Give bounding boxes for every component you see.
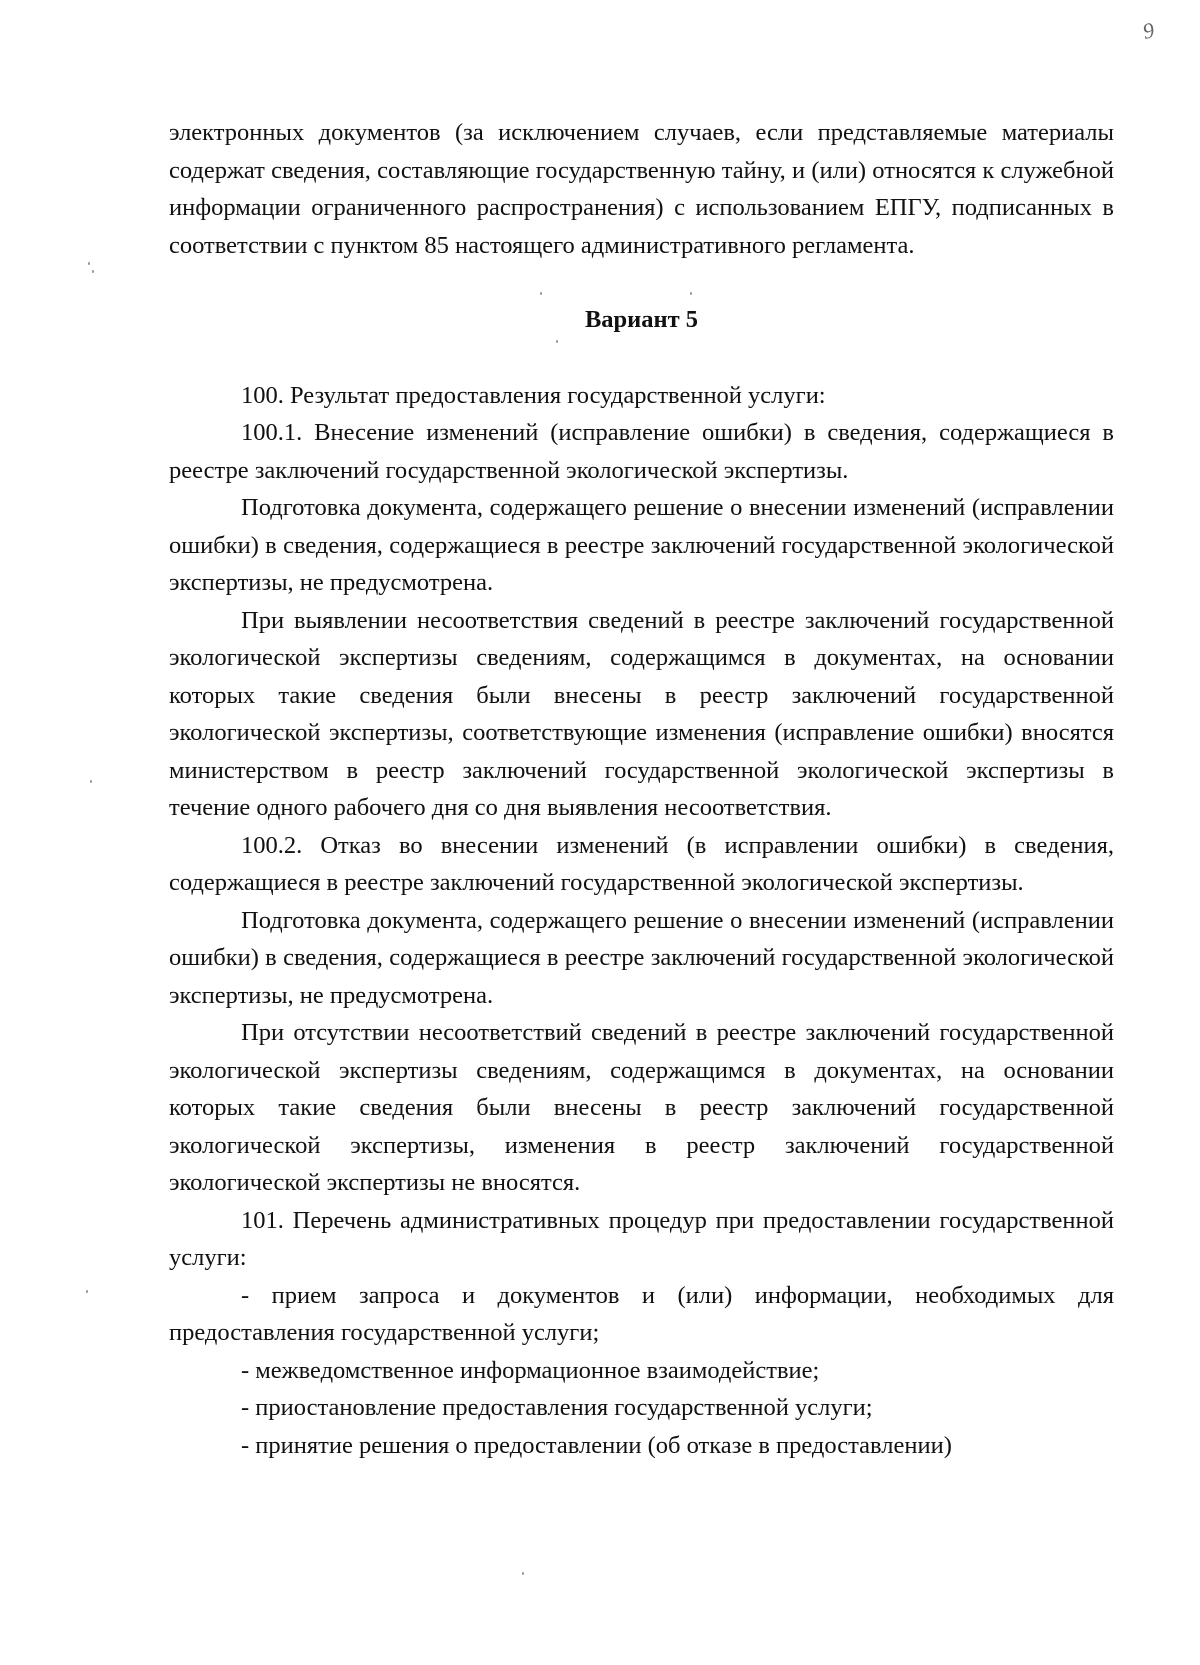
paragraph-document-preparation-1: Подготовка документа, содержащего решение о внесении изменений (исправлении ошибки) в сведения, содержащиеся в реестре заключений государственной экологической экспертизы, не предусмотрена.	[169, 494, 1114, 596]
intro-paragraph: электронных документов (за исключением случаев, если представляемые материалы содержат сведения, составляющие государственную тайну, и (или) относятся к служебной информации ограниченного распространения) с использованием ЕПГУ, подписанных в соответствии с пунктом 85 настоящего административного регламента.	[169, 119, 1114, 259]
scan-speck	[92, 270, 94, 273]
paragraph-document-preparation-2: Подготовка документа, содержащего решение о внесении изменений (исправлении ошибки) в сведения, содержащиеся в реестре заключений государственной экологической экспертизы, не предусмотрена.	[169, 906, 1114, 1009]
list-item: - прием запроса и документов и (или) информации, необходимых для предоставления государственной услуги;	[169, 1281, 1114, 1346]
section-heading: Вариант 5	[584, 306, 699, 333]
list-item: - принятие решения о предоставлении (об отказе в предоставлении)	[241, 1431, 952, 1459]
paragraph-result-title: 100. Результат предоставления государственной услуги:	[241, 381, 826, 409]
scan-speck	[86, 1290, 88, 1293]
list-item: - приостановление предоставления государственной услуги;	[241, 1394, 873, 1421]
paragraph-discrepancy-found: При выявлении несоответствия сведений в реестре заключений государственной экологической экспертизы сведениям, содержащимся в документах, на основании которых такие сведения были внесены в реестр заключений государственной экологической экспертизы, соответствующие изменения (исправление ошибки) вносятся министерством в реестр заключений государственной экологической экспертизы в течение одного рабочего дня со дня выявления несоответствия.	[169, 606, 1114, 821]
paragraph-101: 101. Перечень административных процедур при предоставлении государственной услуги:	[169, 1206, 1114, 1271]
list-item: - межведомственное информационное взаимодействие;	[241, 1356, 820, 1384]
document-body	[169, 114, 1114, 1464]
scan-speck	[90, 780, 92, 783]
scan-speck	[522, 1572, 524, 1575]
paragraph-no-discrepancy: При отсутствии несоответствий сведений в реестре заключений государственной экологической экспертизы сведениям, содержащимся в документах, на основании которых такие сведения были внесены в реестр заключений государственной экологической экспертизы, изменения в реестр заключений государственной экологической экспертизы не вносятся.	[169, 1019, 1114, 1196]
handwritten-page-number: 9	[1140, 17, 1157, 44]
scan-speck	[88, 262, 90, 265]
paragraph-100-1: 100.1. Внесение изменений (исправление ошибки) в сведения, содержащиеся в реестре заключений государственной экологической экспертизы.	[169, 419, 1114, 484]
paragraph-100-2: 100.2. Отказ во внесении изменений (в исправлении ошибки) в сведения, содержащиеся в реестре заключений государственной экологической экспертизы.	[169, 831, 1114, 896]
